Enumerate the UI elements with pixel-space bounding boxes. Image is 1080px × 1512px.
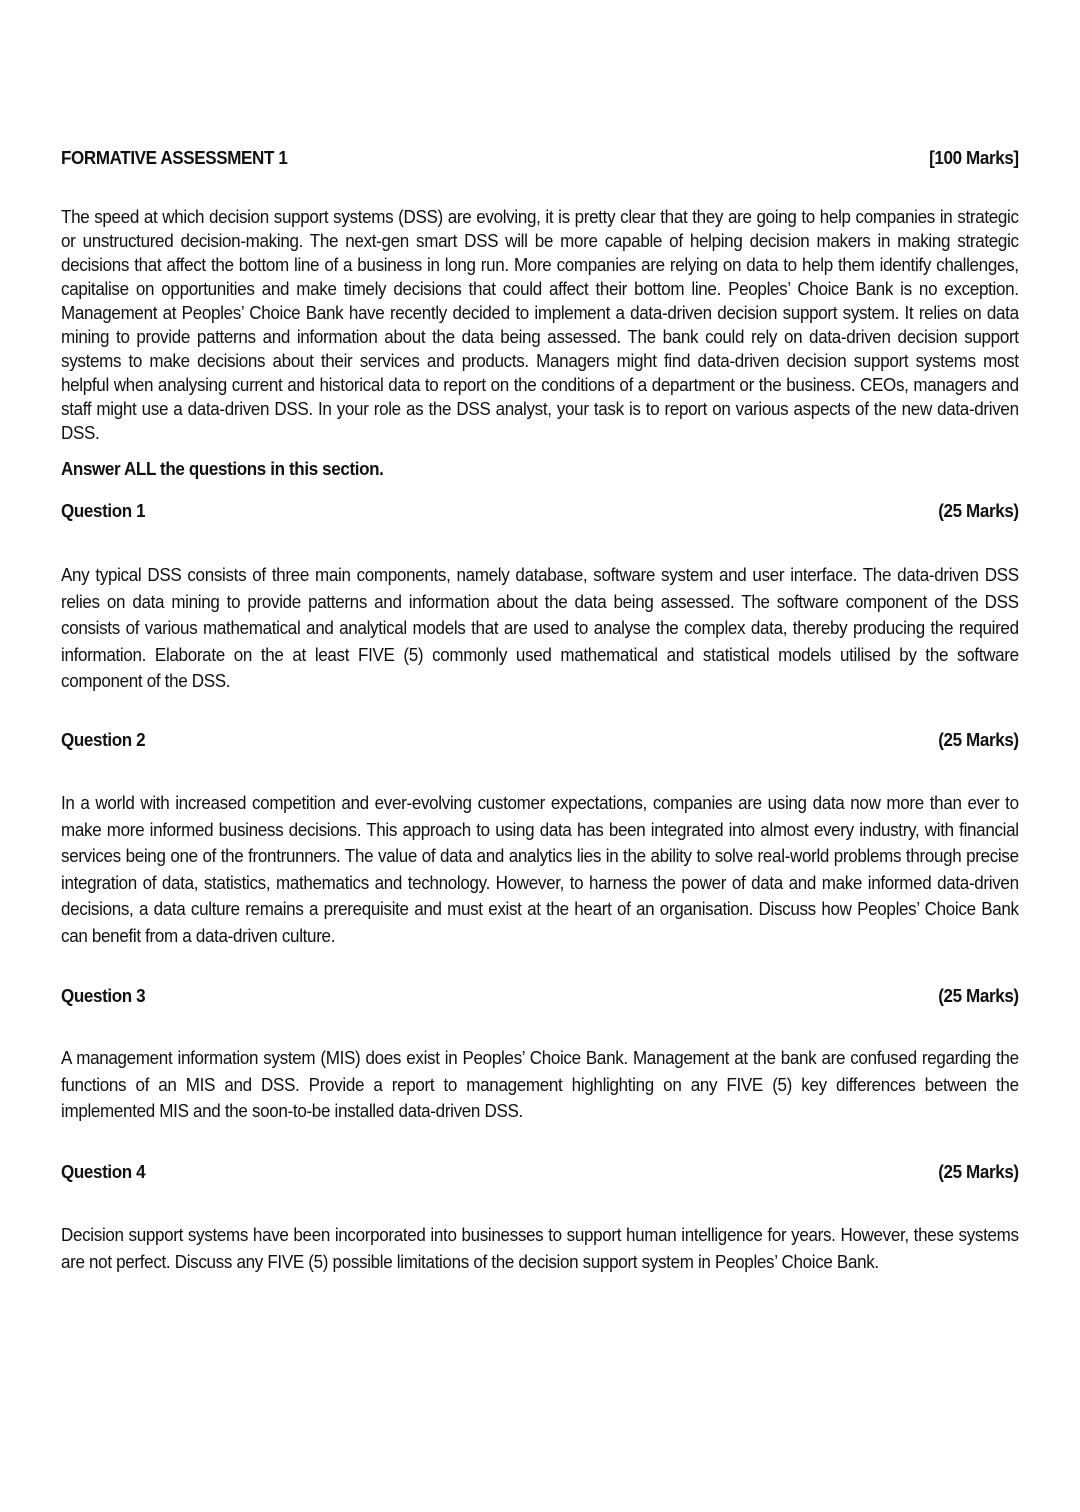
question-4-header xyxy=(61,1161,1019,1183)
question-2-header xyxy=(61,729,1019,751)
question-1-marks: (25 Marks) xyxy=(938,500,1019,521)
intro-paragraph: The speed at which decision support systems (DSS) are evolving, it is pretty clear that they are going to help companies in strategic or unstructured decision-making. The next-gen smart DSS will be more capable of helping decision makers in making strategic decisions that affect the bottom line of a business in long run. More companies are relying on data to help them identify challenges, capitalise on opportunities and make timely decisions that could affect their bottom line. Peoples’ Choice Bank is no exception. Management at Peoples’ Choice Bank have recently decided to implement a data-driven decision support system. It relies on data mining to provide patterns and information about the data being assessed. The bank could rely on data-driven decision support systems to make decisions about their services and products. Managers might find data-driven decision support systems most helpful when analysing current and historical data to report on the conditions of a department or the business. CEOs, managers and staff might use a data-driven DSS. In your role as the DSS analyst, your task is to report on various aspects of the new data-driven DSS. xyxy=(61,206,1019,443)
assessment-header xyxy=(61,147,1019,169)
instruction-text: Answer ALL the questions in this section. xyxy=(61,458,384,479)
question-3-header xyxy=(61,985,1019,1007)
question-3-marks: (25 Marks) xyxy=(938,985,1019,1006)
question-4-text: Decision support systems have been incorporated into businesses to support human intelligence for years. However, these systems are not perfect. Discuss any FIVE (5) possible limitations of the decision support system in Peoples’ Choice Bank. xyxy=(61,1224,1019,1272)
assessment-title: FORMATIVE ASSESSMENT 1 xyxy=(61,147,288,168)
question-1-header xyxy=(61,500,1019,522)
question-1-text: Any typical DSS consists of three main components, namely database, software system and user interface. The data-driven DSS relies on data mining to provide patterns and information about the data being assessed. The software component of the DSS consists of various mathematical and analytical models that are used to analyse the complex data, thereby producing the required information. Elaborate on the at least FIVE (5) commonly used mathematical and statistical models utilised by the software component of the DSS. xyxy=(61,564,1019,692)
question-2-label: Question 2 xyxy=(61,729,146,750)
question-2-text: In a world with increased competition and ever-evolving customer expectations, companies are using data now more than ever to make more informed business decisions. This approach to using data has been integrated into almost every industry, with financial services being one of the frontrunners. The value of data and analytics lies in the ability to solve real-world problems through precise integration of data, statistics, mathematics and technology. However, to harness the power of data and make informed data-driven decisions, a data culture remains a prerequisite and must exist at the heart of an organisation. Discuss how Peoples’ Choice Bank can benefit from a data-driven culture. xyxy=(61,792,1019,946)
question-2-marks: (25 Marks) xyxy=(938,729,1019,750)
question-4-label: Question 4 xyxy=(61,1161,146,1182)
question-3-text: A management information system (MIS) does exist in Peoples’ Choice Bank. Management at the bank are confused regarding the functions of an MIS and DSS. Provide a report to management highlighting on any FIVE (5) key differences between the implemented MIS and the soon-to-be installed data-driven DSS. xyxy=(61,1047,1019,1122)
question-3-label: Question 3 xyxy=(61,985,146,1006)
total-marks: [100 Marks] xyxy=(929,147,1019,168)
question-4-marks: (25 Marks) xyxy=(938,1161,1019,1182)
question-1-label: Question 1 xyxy=(61,500,146,521)
